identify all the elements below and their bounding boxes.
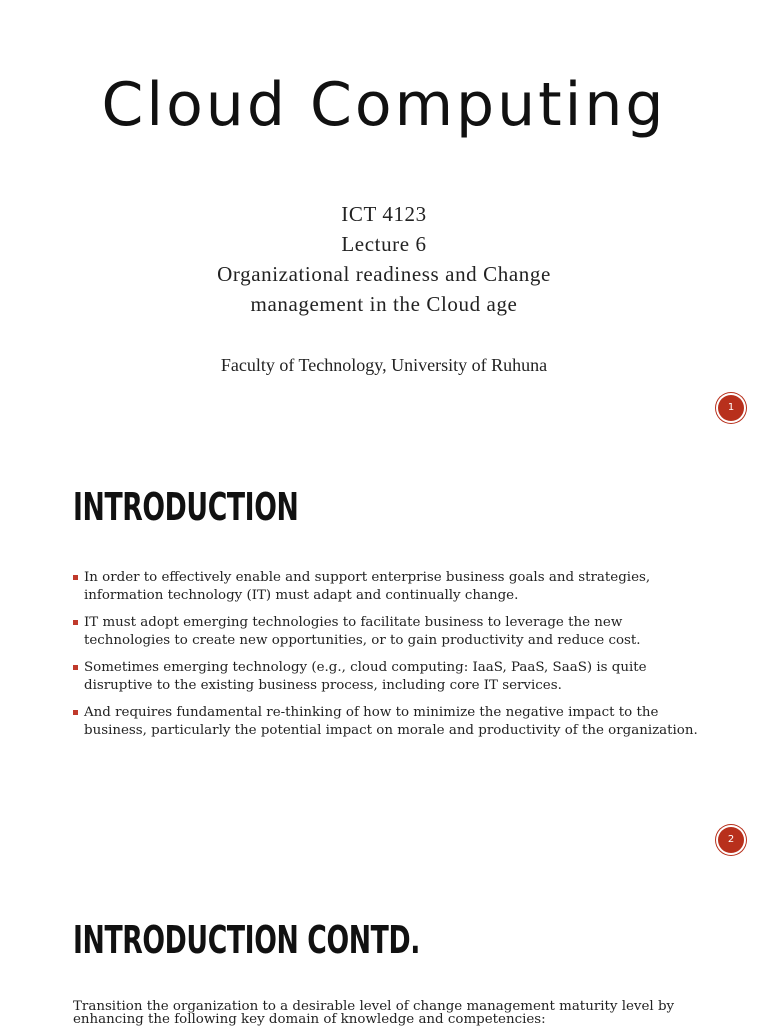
square-bullet-icon [73, 710, 78, 715]
bullet-text: And requires fundamental re-thinking of how to minimize the negative impact to the business, particularly the potential impact on morale and productivity of the organization. [84, 705, 698, 738]
list-item [73, 569, 703, 605]
topic-line-1: Organizational readiness and Change [217, 262, 551, 286]
slide-heading: INTRODUCTION [73, 485, 299, 529]
list-item [73, 659, 703, 695]
square-bullet-icon [73, 575, 78, 580]
bullet-text: Sometimes emerging technology (e.g., cloud computing: IaaS, PaaS, SaaS) is quite disruptive to the existing business process, including core IT services. [84, 660, 647, 693]
course-code: ICT 4123 [341, 202, 427, 226]
square-bullet-icon [73, 665, 78, 670]
list-item [73, 614, 703, 650]
lecture-number: Lecture 6 [341, 232, 427, 256]
bullet-list [73, 569, 703, 749]
bullet-text: IT must adopt emerging technologies to facilitate business to leverage the new technologies to create new opportunities, or to gain productivity and reduce cost. [84, 615, 641, 648]
faculty-name: Faculty of Technology, University of Ruhuna [220, 355, 548, 375]
subtitle-block [0, 199, 768, 319]
list-item [73, 704, 703, 740]
introduction-contd-slide [0, 866, 768, 1027]
introduction-slide [0, 433, 768, 866]
topic-line-2: management in the Cloud age [250, 292, 518, 316]
slide-heading: INTRODUCTION CONTD. [73, 918, 420, 962]
bullet-text: In order to effectively enable and support enterprise business goals and strategies, information technology (IT) must adapt and continually change. [84, 570, 651, 603]
page-number-badge: 2 [718, 827, 744, 853]
square-bullet-icon [73, 620, 78, 625]
title-slide [0, 0, 768, 433]
slide-paragraph: Transition the organization to a desirable level of change management maturity level by enhancing the following key domain of knowledge and competencies: [73, 999, 675, 1027]
slide-title: Cloud Computing [101, 70, 667, 140]
page-number-badge: 1 [718, 395, 744, 421]
